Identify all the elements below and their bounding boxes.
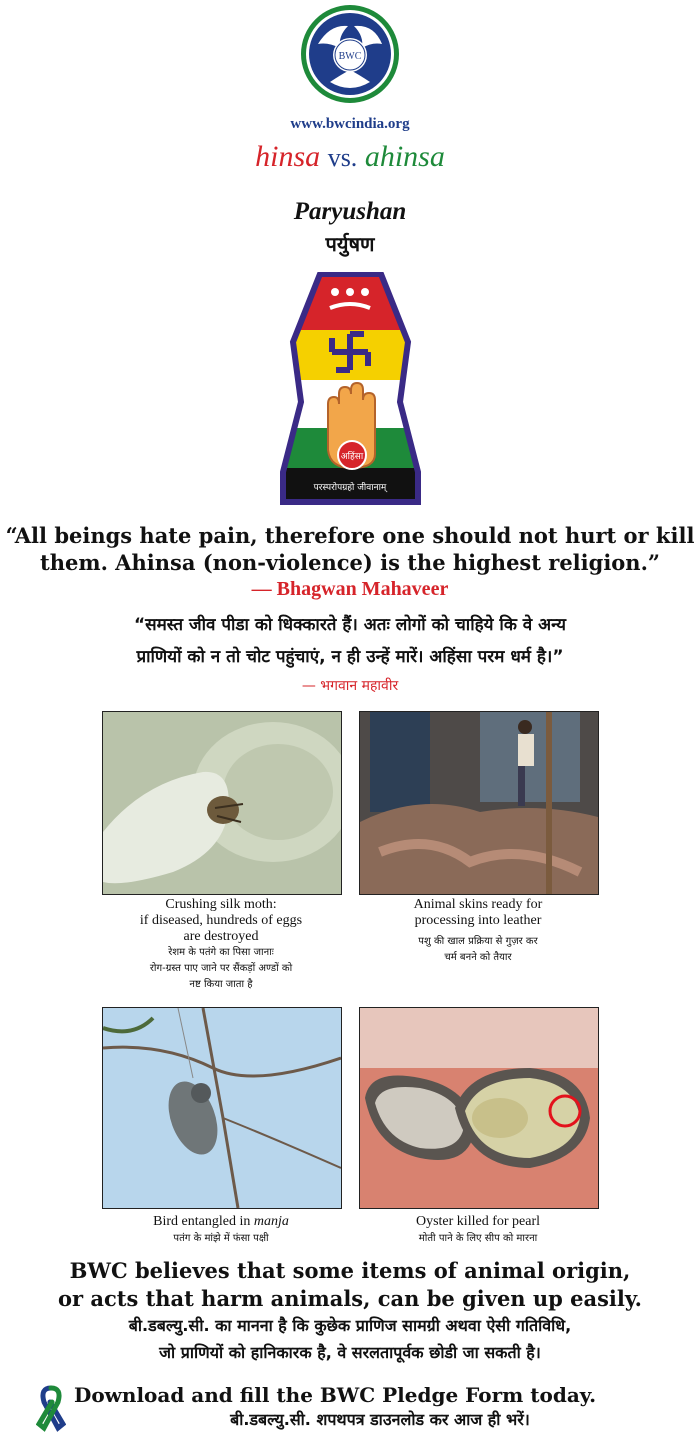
oyster-caption-hindi <box>338 1231 618 1247</box>
bird-caption-prefix: Bird entangled in <box>153 1214 254 1229</box>
animal-skins-caption-hindi <box>338 934 618 966</box>
quote-english <box>0 522 700 576</box>
oyster-photo <box>359 1007 599 1209</box>
caption-hindi-line: मोती पाने के लिए सीप को मारना <box>418 1233 538 1244</box>
caption-line: processing into leather <box>414 913 542 928</box>
caption-line: are destroyed <box>183 929 259 944</box>
bird-caption <box>81 1214 361 1230</box>
belief-statement <box>0 1257 700 1313</box>
belief-hindi-line: जो प्राणियों को हानिकारक है, वे सरलतापूर्वक छोडी जा सकती है। <box>159 1343 541 1362</box>
pledge-download-link[interactable]: Download and fill the BWC Pledge Form today. <box>74 1383 597 1407</box>
emblem-banner: परस्परोपग्रहो जीवानाम् <box>313 483 387 493</box>
website-url[interactable]: www.bwcindia.org <box>290 116 410 132</box>
belief-line: or acts that harm animals, can be given up easily. <box>57 1286 642 1311</box>
oyster-caption <box>338 1214 618 1230</box>
belief-statement-hindi <box>0 1312 700 1366</box>
caption-line: Crushing silk moth: <box>165 897 277 912</box>
belief-line: BWC believes that some items of animal origin, <box>69 1258 631 1283</box>
bird-manja-photo <box>102 1007 342 1209</box>
caption-line: Animal skins ready for <box>413 897 543 912</box>
caption-line: if diseased, hundreds of eggs <box>139 913 303 928</box>
headline-hinsa: hinsa <box>255 140 321 173</box>
quote-line: them. Ahinsa (non-violence) is the highest religion.” <box>40 550 660 575</box>
caption-line: Oyster killed for pearl <box>415 1214 540 1229</box>
pledge-download-hindi[interactable]: बी.डबल्यु.सी. शपथपत्र डाउनलोड कर आज ही भरें। <box>230 1410 530 1429</box>
quote-hindi-line: “समस्त जीव पीडा को धिक्कारते हैं। अतः लोगों को चाहिये कि वे अन्य <box>133 615 567 635</box>
caption-hindi-line: रेशम के पतंगे का पिसा जानाः <box>168 947 274 958</box>
quote-author: — Bhagwan Mahaveer <box>251 578 449 600</box>
silk-moth-photo <box>102 711 342 895</box>
quote-author-hindi: — भगवान महावीर <box>301 678 399 694</box>
awareness-ribbon-icon <box>36 1384 66 1432</box>
animal-skins-photo <box>359 711 599 895</box>
headline-vs: vs. <box>327 143 358 172</box>
caption-hindi-line: रोग-ग्रस्त पाए जाने पर सैंकड़ों अण्डों को <box>149 963 293 974</box>
headline <box>0 140 700 174</box>
caption-hindi-line: पतंग के मांझे में फंसा पक्षी <box>173 1233 269 1244</box>
quote-line: “All beings hate pain, therefore one should not hurt or kill <box>5 523 695 548</box>
emblem-badge: अहिंसा <box>340 452 364 462</box>
festival-title-hindi: पर्युषण <box>325 232 375 256</box>
silk-moth-caption-hindi <box>81 945 361 993</box>
logo-text: BWC <box>338 51 362 62</box>
quote-hindi-line: प्राणियों को न तो चोट पहुंचाएं, न ही उन्हें मारें। अहिंसा परम धर्म है।” <box>136 647 564 667</box>
caption-hindi-line: पशु की खाल प्रक्रिया से गुज़र कर <box>418 936 538 947</box>
quote-hindi <box>0 609 700 673</box>
headline-ahinsa: ahinsa <box>364 140 445 173</box>
caption-hindi-line: चर्म बनने को तैयार <box>444 952 512 963</box>
bwc-logo <box>300 4 400 104</box>
caption-hindi-line: नष्ट किया जाता है <box>189 979 253 990</box>
jain-emblem <box>268 272 433 517</box>
festival-title: Paryushan <box>293 198 407 225</box>
belief-hindi-line: बी.डबल्यु.सी. का मानना है कि कुछेक प्राणिज सामग्री अथवा ऐसी गतिविधि, <box>128 1316 572 1335</box>
bird-caption-hindi <box>81 1231 361 1247</box>
silk-moth-caption <box>81 897 361 945</box>
bird-caption-italic: manja <box>253 1214 289 1229</box>
animal-skins-caption <box>338 897 618 929</box>
